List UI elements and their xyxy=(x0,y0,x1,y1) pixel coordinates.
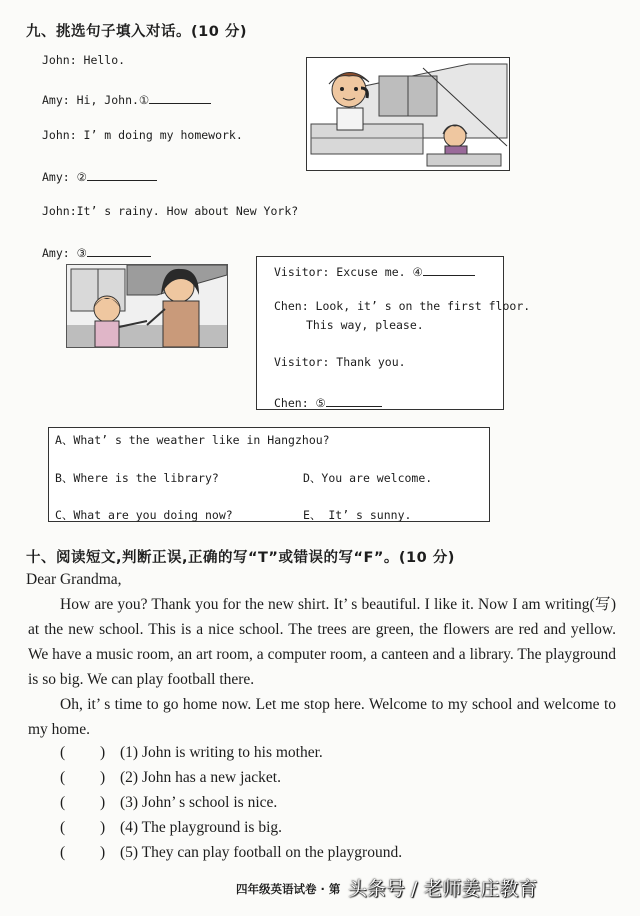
tf-question xyxy=(60,844,402,862)
question-text: (4) The playground is big. xyxy=(120,819,283,836)
tf-question xyxy=(60,744,323,762)
option-a: A、What’ s the weather like in Hangzhou? xyxy=(55,433,330,447)
dialogue-line-blank xyxy=(274,392,382,411)
dialogue-line: John: I’ m doing my homework. xyxy=(42,128,243,142)
answer-blank-5[interactable] xyxy=(326,394,382,407)
page-footer: 四年级英语试卷 · 第 xyxy=(236,882,341,896)
tf-question xyxy=(60,794,277,812)
dialogue-line: Chen: Look, it’ s on the first floor. xyxy=(274,299,531,313)
letter-paragraph-1: How are you? Thank you for the new shirt. It’ s beautiful. I like it. Now I am writing(写) at the new school. This is a nice school. The trees are green, the flowers are red and yellow. We have a music room, an art room, a computer room, a canteen and a library. The playground is so big. We can play football there. xyxy=(28,596,616,688)
option-c: C、What are you doing now? xyxy=(55,508,233,522)
dialogue-line: John:It’ s rainy. How about New York? xyxy=(42,204,299,218)
watermark: 头条号 / 老师姜庄教育 xyxy=(348,878,538,900)
dialogue-line: Visitor: Thank you. xyxy=(274,355,406,369)
dialogue-line: This way, please. xyxy=(306,318,424,332)
girls-illustration xyxy=(66,264,228,348)
dialogue-line: Visitor: Excuse me. ④ xyxy=(274,265,423,279)
section-9-title: 九、挑选句子填入对话。(10 分) xyxy=(26,24,247,40)
dialogue-line: Chen: ⑤ xyxy=(274,396,326,410)
option-e: E、 It’ s sunny. xyxy=(303,508,412,522)
phone-call-drawing xyxy=(307,58,509,170)
dialogue-line-blank xyxy=(42,166,157,185)
girls-drawing xyxy=(67,265,227,347)
dialogue-line-blank xyxy=(274,261,475,280)
tf-question xyxy=(60,819,282,837)
section-10-title: 十、阅读短文,判断正误,正确的写“T”或错误的写“F”。(10 分) xyxy=(26,550,455,566)
answer-parentheses[interactable]: ( ) xyxy=(60,794,106,811)
tf-question xyxy=(60,769,281,787)
answer-parentheses[interactable]: ( ) xyxy=(60,819,106,836)
phone-call-illustration xyxy=(306,57,510,171)
letter-paragraph-2: Oh, it’ s time to go home now. Let me stop here. Welcome to my school and welcome to my home. xyxy=(28,696,616,738)
letter-greeting: Dear Grandma, xyxy=(26,571,122,588)
answer-blank-3[interactable] xyxy=(87,244,151,257)
dialogue-line-blank xyxy=(42,242,151,261)
question-text: (5) They can play football on the playground. xyxy=(120,844,403,861)
dialogue-line: Amy: ② xyxy=(42,170,87,184)
answer-parentheses[interactable]: ( ) xyxy=(60,844,106,861)
dialogue-line: John: Hello. xyxy=(42,53,126,67)
question-text: (1) John is writing to his mother. xyxy=(120,744,323,761)
answer-parentheses[interactable]: ( ) xyxy=(60,744,106,761)
option-d: D、You are welcome. xyxy=(303,471,433,485)
dialogue-line: Amy: Hi, John.① xyxy=(42,93,150,107)
answer-blank-4[interactable] xyxy=(423,263,475,276)
answer-blank-1[interactable] xyxy=(149,91,211,104)
answer-parentheses[interactable]: ( ) xyxy=(60,769,106,786)
answer-blank-2[interactable] xyxy=(87,168,157,181)
option-b: B、Where is the library? xyxy=(55,471,219,485)
question-text: (3) John’ s school is nice. xyxy=(120,794,278,811)
dialogue-line: Amy: ③ xyxy=(42,246,87,260)
question-text: (2) John has a new jacket. xyxy=(120,769,281,786)
dialogue-line-blank xyxy=(42,89,211,108)
